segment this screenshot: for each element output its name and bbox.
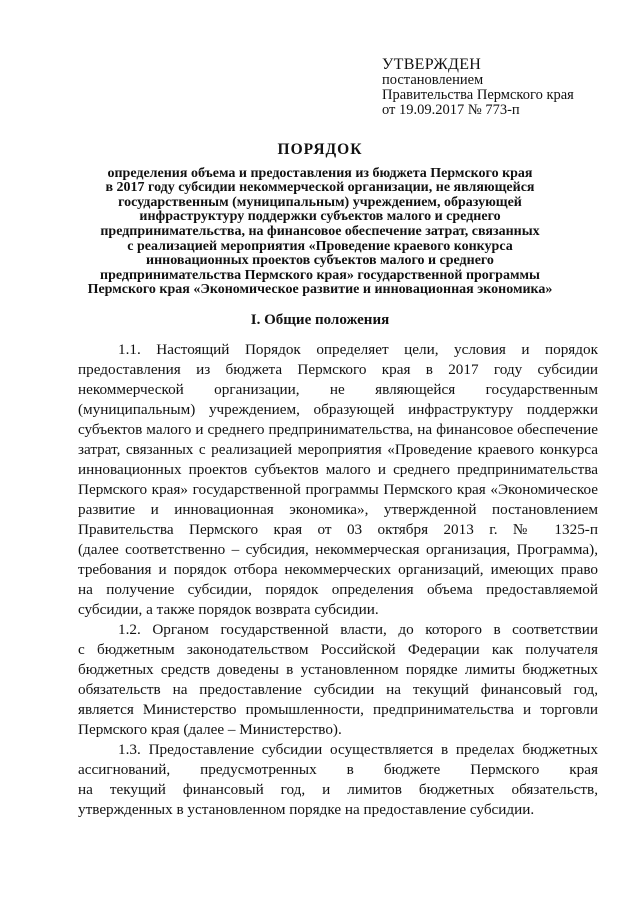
paragraph-line: утвержденных в установленном порядке на предоставление субсидии.	[78, 801, 535, 818]
paragraph-line: субъектов малого и среднего предпринимательства, на финансовое обеспечение	[78, 421, 598, 438]
paragraph-line: некоммерческой организации, не являющейся государственным	[78, 381, 598, 398]
title-line: инфраструктуру поддержки субъектов малого и среднего	[139, 209, 501, 225]
paragraph-1-3	[78, 740, 598, 820]
paragraph-line: Пермского края (далее – Министерство).	[78, 721, 342, 738]
approval-line: от 19.09.2017 № 773-п	[382, 102, 520, 118]
paragraph-line: обязательств на предоставление субсидии на текущий финансовый год,	[78, 681, 598, 698]
paragraph-line: с бюджетным законодательством Российской Федерации как получателя	[78, 641, 598, 658]
paragraph-1-1	[78, 340, 598, 620]
title-line: предпринимательства, на финансовое обеспечение затрат, связанных	[100, 223, 540, 239]
title-line: государственным (муниципальным) учреждением, образующей	[118, 194, 522, 210]
paragraph-line: требования и порядок отбора некоммерческих организаций, имеющих право	[78, 561, 598, 578]
paragraph-line: Правительства Пермского края от 03 октября 2013 г. № 1325-п	[78, 521, 598, 538]
approval-line: Правительства Пермского края	[382, 87, 574, 103]
paragraph-line: инновационных проектов субъектов малого и среднего предпринимательства	[78, 461, 598, 478]
paragraph-line: (муниципальным) учреждением, образующей инфраструктуру поддержки	[78, 401, 598, 418]
approval-line: постановлением	[382, 72, 484, 88]
paragraph-line: Пермского края» государственной программы Пермского края «Экономическое	[78, 481, 598, 498]
paragraph-line: бюджетных средств доведены в установленном порядке лимиты бюджетных	[78, 661, 598, 678]
title-line: в 2017 году субсидии некоммерческой организации, не являющейся	[105, 180, 535, 196]
paragraph-line: ассигнований, предусмотренных в бюджете Пермского края	[78, 761, 598, 778]
title-line: с реализацией мероприятия «Проведение краевого конкурса	[127, 238, 513, 254]
document-title	[40, 143, 600, 298]
paragraph-line: 1.2. Органом государственной власти, до которого в соответствии	[118, 621, 598, 638]
paragraph-line: 1.1. Настоящий Порядок определяет цели, условия и порядок	[118, 341, 598, 358]
paragraph-1-2	[78, 620, 598, 740]
title-line: предпринимательства Пермского края» государственной программы	[100, 267, 540, 283]
approval-stamp	[382, 56, 627, 118]
paragraph-line: 1.3. Предоставление субсидии осуществляется в пределах бюджетных	[118, 741, 598, 758]
paragraph-line: предоставления из бюджета Пермского края в 2017 году субсидии	[78, 361, 598, 378]
title-line: определения объема и предоставления из бюджета Пермского края	[107, 165, 533, 181]
title-line: Пермского края «Экономическое развитие и инновационная экономика»	[87, 282, 553, 298]
document-body	[78, 340, 598, 820]
paragraph-line: является Министерство промышленности, предпринимательства и торговли	[78, 701, 598, 718]
paragraph-line: на получение субсидии, порядок определения объема предоставляемой	[78, 581, 598, 598]
paragraph-line: затрат, связанных с реализацией мероприятия «Проведение краевого конкурса	[78, 441, 598, 458]
title-line: инновационных проектов субъектов малого и среднего	[146, 253, 494, 269]
paragraph-line: субсидии, а также порядок возврата субсидии.	[78, 601, 379, 618]
paragraph-line: развитие и инновационная экономика», утвержденной постановлением	[78, 501, 598, 518]
paragraph-line: (далее соответственно – субсидия, некоммерческая организация, Программа),	[78, 541, 598, 558]
title-main: ПОРЯДОК	[277, 141, 363, 158]
section-heading: I. Общие положения	[250, 312, 390, 328]
approval-heading: УТВЕРЖДЕН	[382, 56, 482, 73]
paragraph-line: на текущий финансовый год, и лимитов бюджетных обязательств,	[78, 781, 598, 798]
